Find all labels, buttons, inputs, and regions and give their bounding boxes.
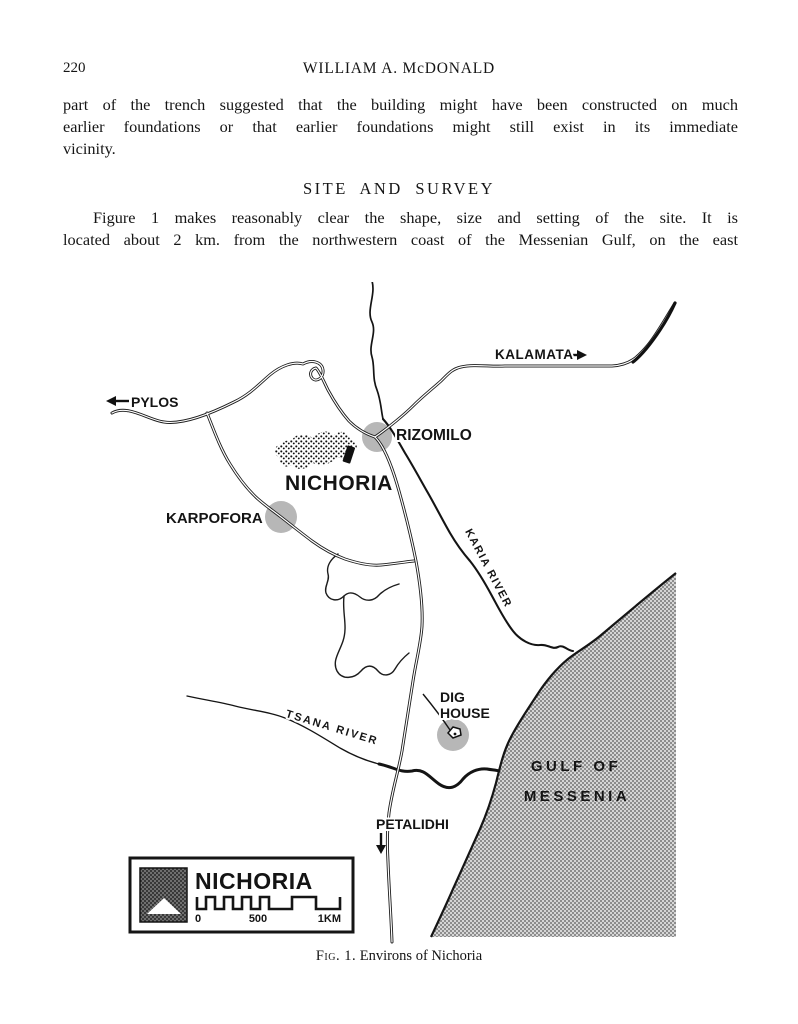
body-text-line: vicinity. <box>63 139 116 158</box>
map-label-kalamata: KALAMATA <box>495 347 574 362</box>
body-text-line: located about 2 km. from the northwestern coast of the Messenian Gulf, on the east <box>63 230 738 249</box>
map-label-gulf: MESSENIA <box>523 788 631 805</box>
road-center <box>375 437 422 942</box>
page-number: 220 <box>63 60 86 76</box>
map-label-dig-house: HOUSE <box>440 705 490 721</box>
legend-scale-mid: 500 <box>248 913 268 925</box>
karia-river-upper <box>370 282 383 419</box>
ridge-contour-line <box>335 596 409 677</box>
sea-fill <box>431 573 676 937</box>
road-petalidhi <box>375 437 422 942</box>
map-label-tsana-river: TSANA RIVER <box>284 708 380 748</box>
legend-scale-zero: 0 <box>195 913 202 925</box>
legend-title: NICHORIA <box>195 868 313 894</box>
body-text-line: Figure 1 makes reasonably clear the shape, size and setting of the site. It is <box>93 208 738 227</box>
paragraph-survey <box>63 207 738 251</box>
ridge-contours <box>326 554 409 677</box>
map-label-petalidhi: PETALIDHI <box>376 816 449 832</box>
map-legend <box>130 858 353 932</box>
running-head: WILLIAM A. McDONALD <box>302 60 496 77</box>
road-center <box>375 303 675 437</box>
map-label-dig-house: DIG <box>440 689 465 705</box>
paragraph-intro <box>63 94 738 160</box>
map-label-pylos: PYLOS <box>131 394 179 410</box>
road-kalamata <box>375 303 675 437</box>
body-text-line: earlier foundations or that earlier foundations might still exist in its immediate <box>63 117 738 136</box>
site-stipple-blob <box>275 431 357 468</box>
body-text-line: part of the trench suggested that the building might have been constructed on much <box>63 95 738 114</box>
map-label-karpofora: KARPOFORA <box>166 510 263 527</box>
map-label-karia-river: KARIA RIVER <box>462 526 514 610</box>
figure-caption-label: Fig. 1. <box>315 948 357 964</box>
ridge-contour-line <box>326 554 399 600</box>
nichoria-site-area <box>275 431 357 468</box>
legend-scale-end: 1KM <box>317 913 341 925</box>
pylos-arrow-icon <box>106 396 129 406</box>
environs-map-figure <box>55 282 705 944</box>
map-label-gulf: GULF OF <box>530 758 622 775</box>
figure-caption-text: Environs of Nichoria <box>359 948 483 964</box>
map-label-rizomilo: RIZOMILO <box>396 427 472 444</box>
petalidhi-arrow-icon <box>376 833 386 854</box>
section-heading: SITE AND SURVEY <box>302 179 496 198</box>
figure-caption <box>0 948 798 965</box>
map-label-nichoria: NICHORIA <box>285 472 393 495</box>
gulf-of-messenia-area <box>431 573 676 937</box>
